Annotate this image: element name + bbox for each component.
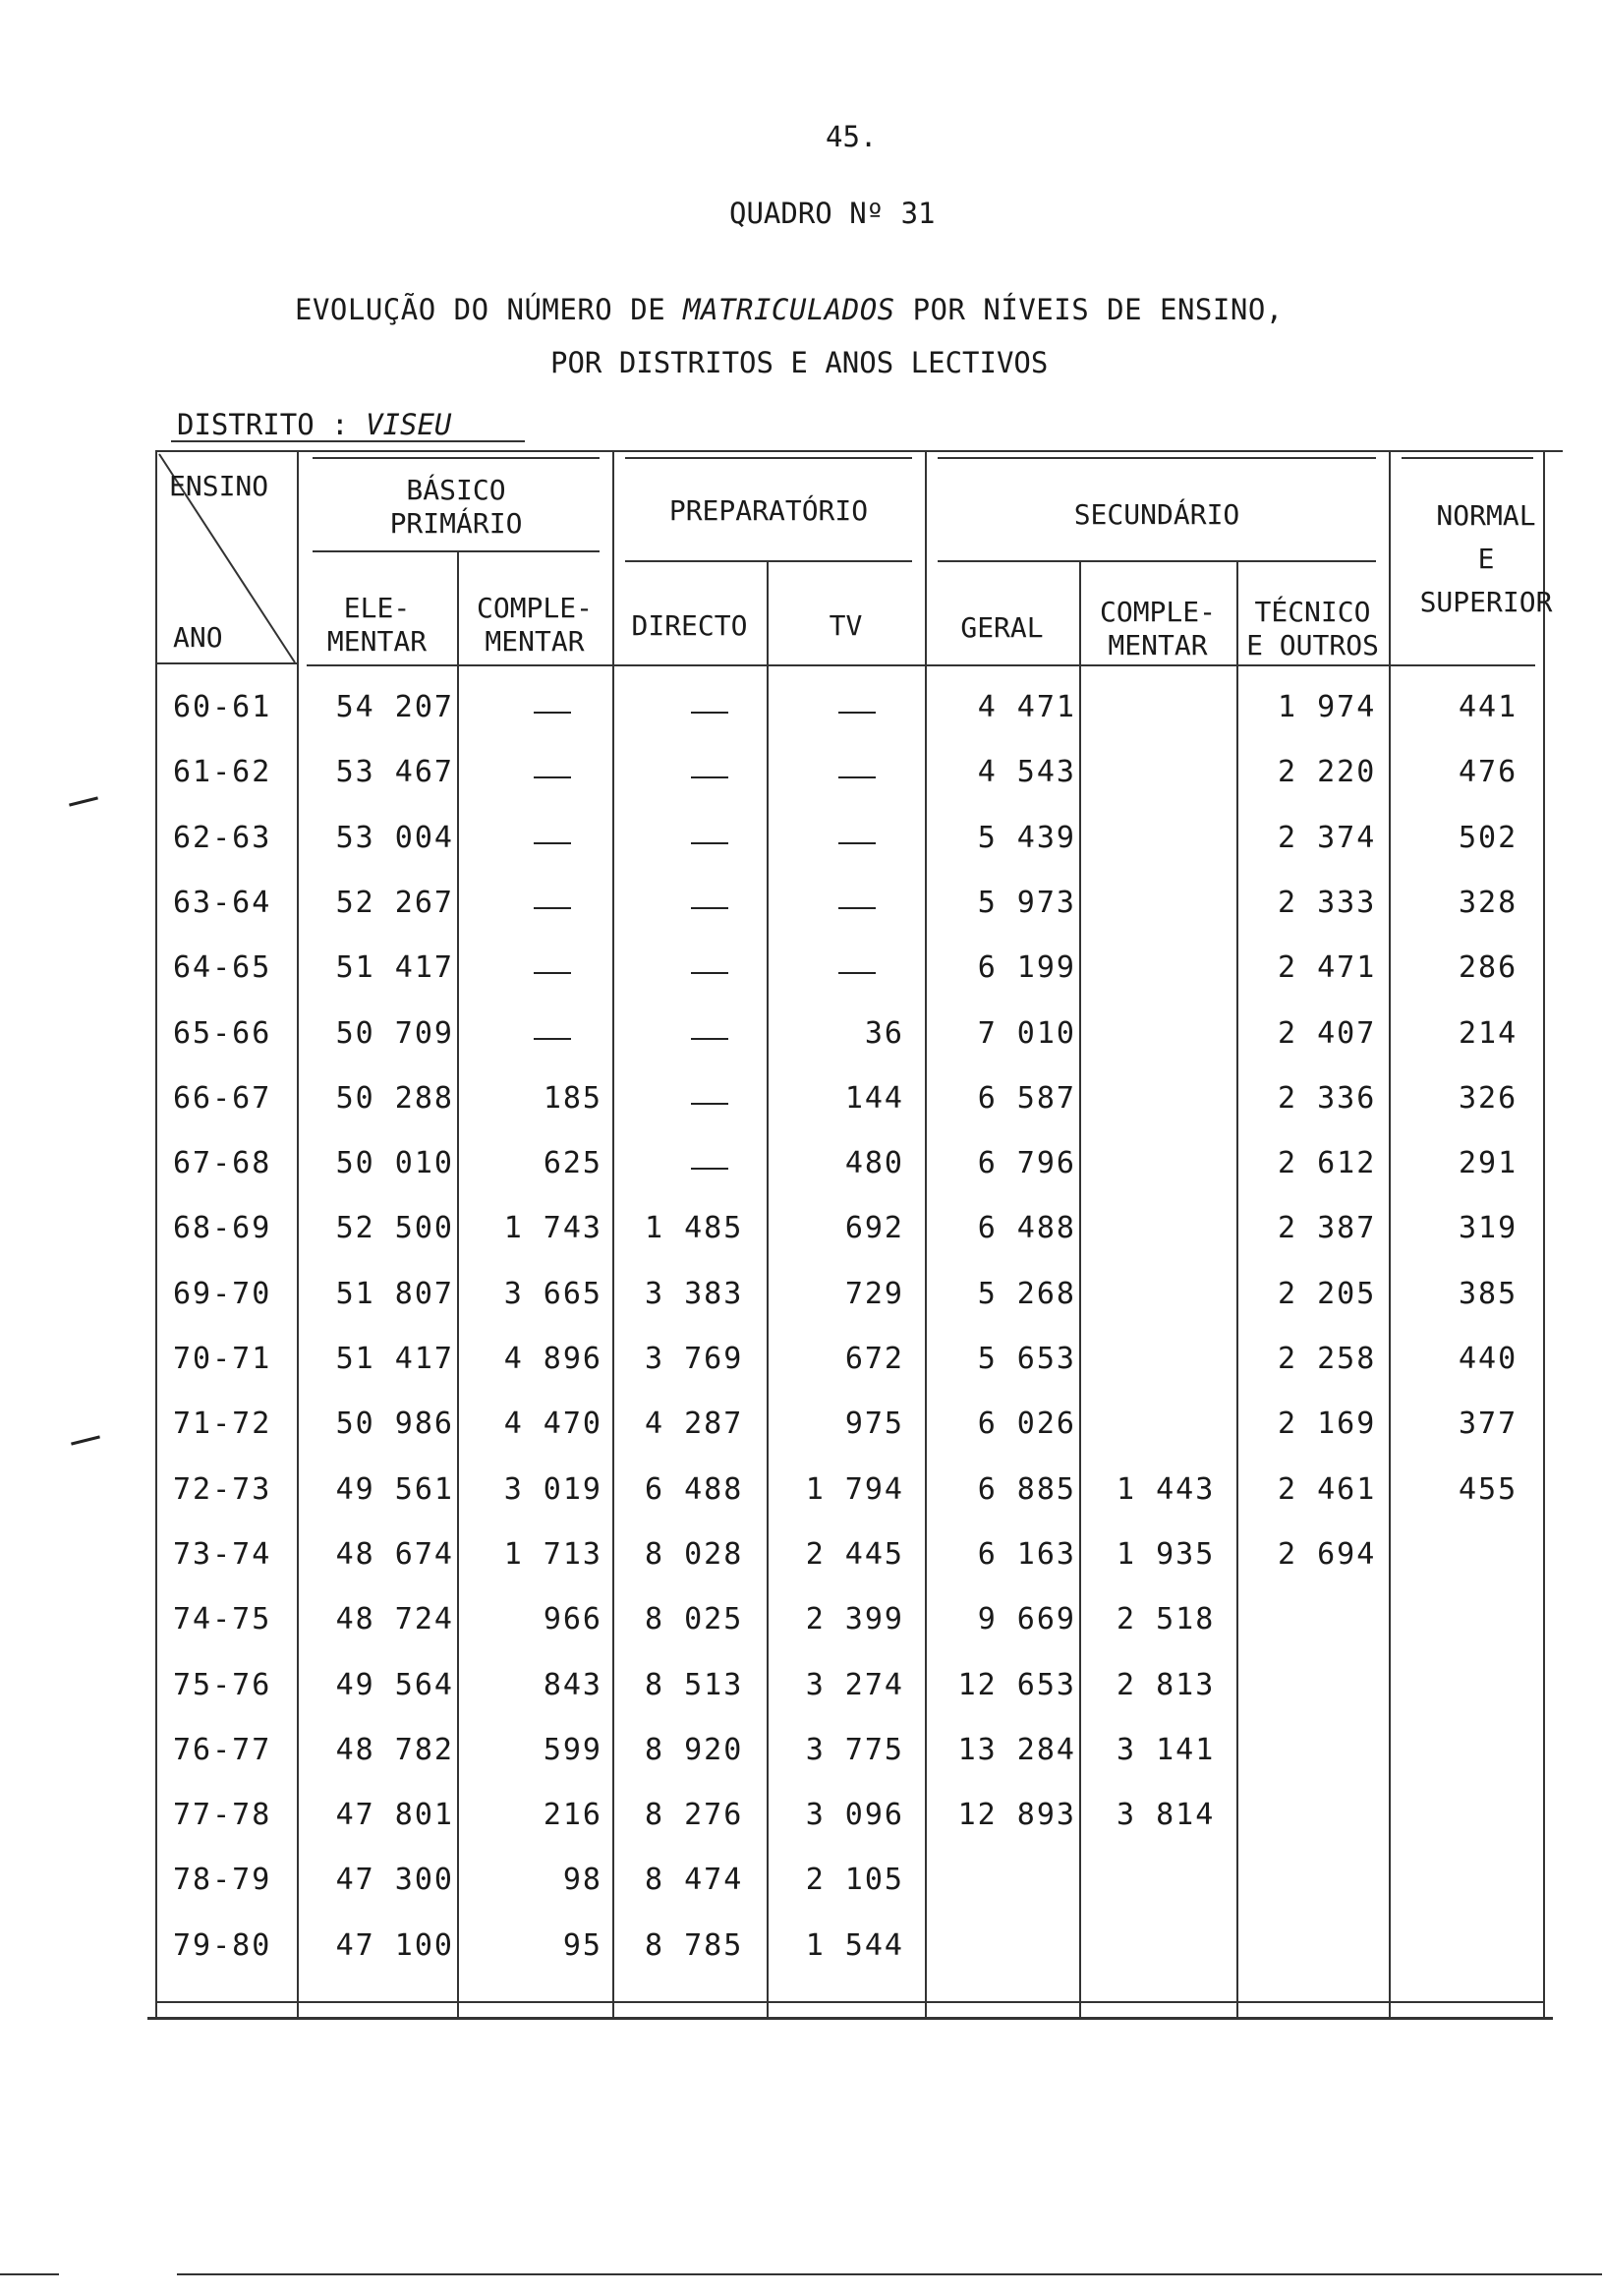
cell-geral: 6 199: [977, 950, 1076, 986]
empty-dash: [691, 1103, 728, 1105]
cell-tv: 1 794: [805, 1471, 904, 1507]
cell-elementar: 51 807: [335, 1276, 454, 1311]
cell-ano: 63-64: [173, 885, 272, 920]
cell-tv: 3 096: [805, 1798, 904, 1833]
empty-dash: [838, 907, 876, 909]
header-directo: DIRECTO: [631, 609, 748, 642]
cell-geral: 6 026: [977, 1406, 1076, 1442]
page-number: 45.: [826, 120, 878, 153]
cell-ano: 64-65: [173, 950, 272, 986]
district-underline: [171, 440, 525, 442]
cell-ano: 65-66: [173, 1015, 272, 1051]
cell-elementar: 49 564: [335, 1667, 454, 1702]
cell-normal: 328: [1459, 885, 1518, 920]
empty-dash: [534, 907, 571, 909]
cell-elementar: 52 267: [335, 885, 454, 920]
empty-dash: [534, 776, 571, 778]
cell-sec-complementar: 3 814: [1117, 1798, 1216, 1833]
cell-directo: 1 485: [645, 1211, 744, 1246]
cell-tv: 672: [844, 1342, 904, 1376]
cell-tecnico: 2 169: [1278, 1406, 1377, 1442]
cell-normal: 377: [1459, 1406, 1518, 1442]
empty-dash: [534, 972, 571, 974]
cell-complementar: 98: [562, 1863, 602, 1898]
rule-basico-top: [313, 457, 600, 459]
cell-tv: 692: [844, 1211, 904, 1246]
cell-directo: 8 025: [645, 1602, 744, 1637]
cell-geral: 5 439: [977, 820, 1076, 855]
rule-sec-top: [938, 457, 1376, 459]
cell-tecnico: 1 974: [1278, 690, 1377, 724]
header-complementar-l2: MENTAR: [485, 625, 585, 658]
header-complementar-l1: COMPLE-: [476, 592, 593, 624]
col-rule-geral: [1079, 560, 1081, 2019]
cell-geral: 7 010: [977, 1015, 1076, 1051]
header-basico-l1: BÁSICO: [406, 474, 506, 506]
cell-normal: 286: [1459, 950, 1518, 986]
cell-tecnico: 2 694: [1278, 1536, 1377, 1572]
rule-basico-bottom: [313, 550, 600, 552]
cell-elementar: 52 500: [335, 1211, 454, 1246]
cell-tecnico: 2 407: [1278, 1015, 1377, 1051]
cell-geral: 5 973: [977, 885, 1076, 920]
cell-sec-complementar: 2 518: [1117, 1602, 1216, 1637]
cell-directo: 8 028: [645, 1536, 744, 1572]
cell-elementar: 54 207: [335, 690, 454, 724]
rule-header-bottom: [307, 664, 1535, 666]
cell-tecnico: 2 461: [1278, 1471, 1377, 1507]
empty-dash: [838, 972, 876, 974]
cell-sec-complementar: 1 935: [1117, 1536, 1216, 1572]
cell-tecnico: 2 333: [1278, 885, 1377, 920]
header-preparatorio: PREPARATÓRIO: [668, 494, 869, 527]
empty-dash: [691, 712, 728, 714]
cell-directo: 8 276: [645, 1798, 744, 1833]
header-normal-l2: E: [1477, 543, 1495, 575]
table-bottom-border: [147, 2017, 1553, 2020]
cell-elementar: 53 004: [335, 820, 454, 855]
cell-geral: 6 885: [977, 1471, 1076, 1507]
cell-ano: 67-68: [173, 1146, 272, 1181]
cell-geral: 6 587: [977, 1080, 1076, 1116]
header-ensino: ENSINO: [169, 470, 269, 502]
cell-tecnico: 2 374: [1278, 820, 1377, 855]
header-elementar-l1: ELE-: [343, 592, 411, 624]
cell-complementar: 4 896: [503, 1342, 602, 1376]
cell-tv: 144: [844, 1080, 904, 1116]
cell-tecnico: 2 612: [1278, 1146, 1377, 1181]
cell-sec-complementar: 1 443: [1117, 1471, 1216, 1507]
cell-elementar: 48 782: [335, 1732, 454, 1767]
cell-tv: 975: [844, 1406, 904, 1442]
cell-elementar: 47 100: [335, 1927, 454, 1963]
margin-mark-2: [71, 1435, 100, 1445]
header-normal: [1402, 499, 1571, 619]
cell-tecnico: 2 471: [1278, 950, 1377, 986]
header-tecnico-l1: TÉCNICO: [1254, 596, 1371, 628]
cell-geral: 13 284: [957, 1732, 1076, 1767]
cell-complementar: 95: [562, 1927, 602, 1963]
district-value: VISEU: [366, 408, 452, 441]
cell-tv: 1 544: [805, 1927, 904, 1963]
cell-tecnico: 2 336: [1278, 1080, 1377, 1116]
cell-normal: 385: [1459, 1276, 1518, 1311]
title-italic: MATRICULADOS: [683, 293, 895, 326]
table-top-border: [157, 450, 1563, 452]
cell-ano: 71-72: [173, 1406, 272, 1442]
cell-sec-complementar: 3 141: [1117, 1732, 1216, 1767]
cell-geral: 4 543: [977, 755, 1076, 790]
cell-normal: 440: [1459, 1342, 1518, 1376]
cell-directo: 4 287: [645, 1406, 744, 1442]
cell-tecnico: 2 220: [1278, 755, 1377, 790]
empty-dash: [534, 1038, 571, 1040]
cell-sec-complementar: 2 813: [1117, 1667, 1216, 1702]
header-sec-complementar-l1: COMPLE-: [1099, 596, 1216, 628]
header-ano: ANO: [173, 621, 223, 654]
col-rule-basico: [612, 450, 614, 2019]
header-normal-l3: SUPERIOR: [1419, 586, 1553, 618]
cell-ano: 74-75: [173, 1602, 272, 1637]
cell-tv: 2 445: [805, 1536, 904, 1572]
cell-complementar: 1 743: [503, 1211, 602, 1246]
cell-complementar: 185: [543, 1080, 602, 1116]
header-elementar: [297, 592, 457, 659]
cell-directo: 3 769: [645, 1342, 744, 1376]
header-elementar-l2: MENTAR: [326, 625, 428, 658]
table-title-line2: POR DISTRITOS E ANOS LECTIVOS: [550, 346, 1049, 379]
cell-complementar: 3 665: [503, 1276, 602, 1311]
cell-geral: 5 268: [977, 1276, 1076, 1311]
cell-directo: 8 474: [645, 1863, 744, 1898]
cell-geral: 5 653: [977, 1342, 1076, 1376]
empty-dash: [691, 776, 728, 778]
cell-complementar: 4 470: [503, 1406, 602, 1442]
col-rule-sec-compl: [1236, 560, 1238, 2019]
cell-directo: 8 785: [645, 1927, 744, 1963]
cell-normal: 502: [1459, 820, 1518, 855]
cell-ano: 61-62: [173, 755, 272, 790]
empty-dash: [691, 842, 728, 844]
cell-ano: 75-76: [173, 1667, 272, 1702]
header-complementar: [457, 592, 612, 659]
cell-ano: 76-77: [173, 1732, 272, 1767]
cell-elementar: 49 561: [335, 1471, 454, 1507]
cell-ano: 66-67: [173, 1080, 272, 1116]
cell-directo: 8 920: [645, 1732, 744, 1767]
cell-normal: 476: [1459, 755, 1518, 790]
cell-elementar: 50 709: [335, 1015, 454, 1051]
title-part2: POR NÍVEIS DE ENSINO,: [894, 293, 1284, 326]
cell-elementar: 47 300: [335, 1863, 454, 1898]
empty-dash: [838, 842, 876, 844]
district-label-text: DISTRITO :: [177, 408, 367, 441]
cell-ano: 77-78: [173, 1798, 272, 1833]
margin-mark-1: [69, 796, 98, 806]
cell-ano: 72-73: [173, 1471, 272, 1507]
empty-dash: [838, 712, 876, 714]
cell-directo: 6 488: [645, 1471, 744, 1507]
cell-elementar: 50 288: [335, 1080, 454, 1116]
cell-tv: 480: [844, 1146, 904, 1181]
cell-ano: 73-74: [173, 1536, 272, 1572]
cell-elementar: 50 986: [335, 1406, 454, 1442]
cell-tecnico: 2 205: [1278, 1276, 1377, 1311]
district-label: [177, 408, 451, 441]
cell-elementar: 48 724: [335, 1602, 454, 1637]
cell-normal: 326: [1459, 1080, 1518, 1116]
cell-elementar: 51 417: [335, 950, 454, 986]
header-geral: GERAL: [960, 611, 1044, 644]
cell-tv: 729: [844, 1276, 904, 1311]
cell-ano: 68-69: [173, 1211, 272, 1246]
cell-complementar: 966: [543, 1602, 602, 1637]
empty-dash: [691, 1168, 728, 1170]
header-tecnico-l2: E OUTROS: [1246, 629, 1379, 661]
cell-geral: 6 488: [977, 1211, 1076, 1246]
cell-tv: 3 775: [805, 1732, 904, 1767]
table-id: QUADRO Nº 31: [729, 197, 936, 230]
cell-ano: 60-61: [173, 690, 272, 724]
cell-tv: 3 274: [805, 1667, 904, 1702]
header-normal-l1: NORMAL: [1436, 499, 1536, 532]
cell-normal: 441: [1459, 690, 1518, 724]
cell-elementar: 51 417: [335, 1342, 454, 1376]
header-sec-complementar-l2: MENTAR: [1108, 629, 1208, 661]
rule-normal-top: [1402, 457, 1533, 459]
header-basico-l2: PRIMÁRIO: [389, 507, 523, 540]
cell-complementar: 1 713: [503, 1536, 602, 1572]
cell-complementar: 625: [543, 1146, 602, 1181]
rule-body-bottom: [155, 2001, 1543, 2003]
empty-dash: [691, 1038, 728, 1040]
rule-sec-bottom: [938, 560, 1376, 562]
cell-geral: 6 163: [977, 1536, 1076, 1572]
cell-elementar: 48 674: [335, 1536, 454, 1572]
empty-dash: [691, 972, 728, 974]
cell-directo: 8 513: [645, 1667, 744, 1702]
cell-ano: 78-79: [173, 1863, 272, 1898]
cell-tecnico: 2 387: [1278, 1211, 1377, 1246]
cell-tecnico: 2 258: [1278, 1342, 1377, 1376]
cell-elementar: 53 467: [335, 755, 454, 790]
cell-elementar: 47 801: [335, 1798, 454, 1833]
header-tecnico: [1236, 596, 1389, 662]
cell-elementar: 50 010: [335, 1146, 454, 1181]
rule-prep-bottom: [625, 560, 912, 562]
cell-complementar: 843: [543, 1667, 602, 1702]
cell-tv: 2 105: [805, 1863, 904, 1898]
cell-directo: 3 383: [645, 1276, 744, 1311]
header-tv: TV: [829, 609, 863, 642]
cell-complementar: 216: [543, 1798, 602, 1833]
cell-geral: 9 669: [977, 1602, 1076, 1637]
cell-normal: 455: [1459, 1471, 1518, 1507]
cell-geral: 12 653: [957, 1667, 1076, 1702]
cell-normal: 214: [1459, 1015, 1518, 1051]
empty-dash: [838, 776, 876, 778]
col-rule-left: [155, 450, 157, 2019]
footer-rule-main: [177, 2273, 1602, 2275]
footer-rule-left: [0, 2273, 59, 2275]
rule-prep-top: [625, 457, 912, 459]
cell-normal: 291: [1459, 1146, 1518, 1181]
empty-dash: [534, 712, 571, 714]
table-title-line1: [295, 293, 1284, 326]
header-sec-complementar: [1079, 596, 1236, 662]
cell-complementar: 599: [543, 1732, 602, 1767]
cell-ano: 70-71: [173, 1342, 272, 1376]
empty-dash: [691, 907, 728, 909]
cell-ano: 69-70: [173, 1276, 272, 1311]
cell-ano: 79-80: [173, 1927, 272, 1963]
cell-geral: 6 796: [977, 1146, 1076, 1181]
header-secundario: SECUNDÁRIO: [1073, 498, 1240, 531]
cell-geral: 12 893: [957, 1798, 1076, 1833]
header-basico: [313, 474, 600, 541]
cell-tv: 2 399: [805, 1602, 904, 1637]
cell-complementar: 3 019: [503, 1471, 602, 1507]
cell-geral: 4 471: [977, 690, 1076, 724]
cell-ano: 62-63: [173, 820, 272, 855]
title-part1: EVOLUÇÃO DO NÚMERO DE: [295, 293, 684, 326]
cell-normal: 319: [1459, 1211, 1518, 1246]
empty-dash: [534, 842, 571, 844]
cell-tv: 36: [864, 1015, 904, 1051]
